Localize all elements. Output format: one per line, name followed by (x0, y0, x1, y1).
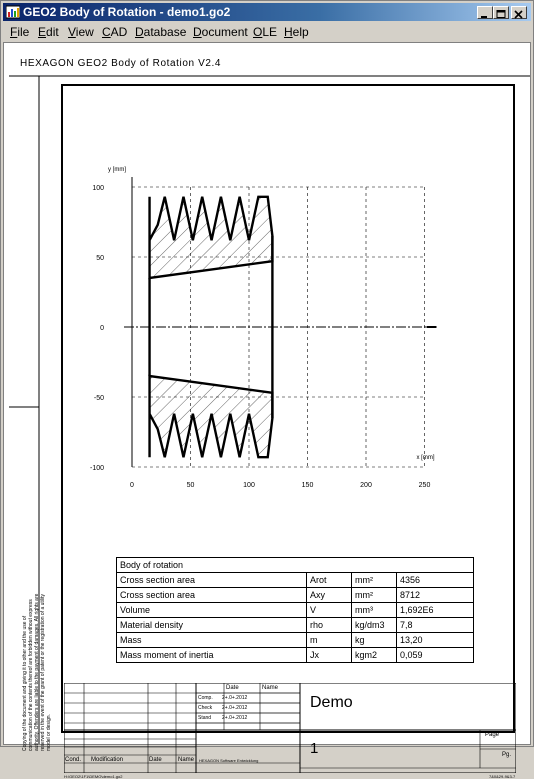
x-axis-label: x [mm] (416, 455, 435, 461)
property-value: 1,692E6 (397, 603, 474, 618)
title-bar[interactable] (3, 3, 531, 21)
property-name: Mass moment of inertia (117, 648, 307, 663)
property-value: 0,059 (397, 648, 474, 663)
property-value: 8712 (397, 588, 474, 603)
x-tick-label: 0 (130, 482, 134, 489)
modification-label: Modification (91, 757, 124, 763)
window-title: GEO2 Body of Rotation - demo1.go2 (23, 5, 231, 19)
menu-edit[interactable]: Edit (38, 25, 59, 39)
pg-label: Pg. (502, 752, 512, 758)
property-unit: mm² (352, 573, 397, 588)
property-name: Material density (117, 618, 307, 633)
app-icon (6, 5, 20, 19)
property-value: 13,20 (397, 633, 474, 648)
property-name: Cross section area (117, 588, 307, 603)
document-page (3, 42, 531, 779)
y-tick-label: -100 (89, 465, 104, 472)
x-tick-label: 50 (186, 482, 195, 489)
tb-row-label: Comp. (198, 695, 213, 701)
properties-title-row (117, 558, 474, 573)
property-unit: mm³ (352, 603, 397, 618)
property-name: Cross section area (117, 573, 307, 588)
title-block (64, 683, 516, 773)
file-path: H:\GEO2\1F1\DEMO\demo1.go2 (64, 774, 123, 779)
y-tick-label: 50 (96, 255, 104, 262)
property-row (117, 648, 474, 663)
property-row (117, 588, 474, 603)
document-title: Demo (310, 694, 353, 711)
y-tick-label: 100 (92, 185, 104, 192)
property-row (117, 573, 474, 588)
property-row (117, 618, 474, 633)
property-name: Volume (117, 603, 307, 618)
property-name: Mass (117, 633, 307, 648)
close-icon (512, 9, 526, 20)
date-label: Date (149, 757, 162, 763)
drawing-code: 7&0&29-9&3-7 (489, 774, 516, 779)
y-axis-label: y [mm] (108, 167, 126, 173)
properties-table (116, 557, 474, 663)
x-tick-label: 200 (360, 482, 372, 489)
property-symbol: Arot (307, 573, 352, 588)
document-header: HEXAGON GEO2 Body of Rotation V2.4 (20, 58, 222, 69)
property-unit: kg/dm3 (352, 618, 397, 633)
profile-half-lower (150, 376, 273, 457)
y-tick-label: 0 (100, 325, 104, 332)
page-label: Page (485, 732, 500, 738)
menu-file[interactable]: File (10, 25, 30, 39)
x-tick-label: 150 (301, 482, 314, 489)
menu-bar (3, 23, 531, 41)
close-button[interactable] (511, 6, 527, 19)
name-label: Name (178, 757, 195, 763)
tb-name-header: Name (262, 685, 279, 691)
minimize-button[interactable] (477, 6, 493, 19)
property-value: 4356 (397, 573, 474, 588)
property-row (117, 603, 474, 618)
property-symbol: Axy (307, 588, 352, 603)
menu-cad[interactable]: CAD (102, 25, 128, 39)
property-row (117, 633, 474, 648)
property-symbol: V (307, 603, 352, 618)
x-tick-label: 250 (418, 482, 431, 489)
tb-row-label: Check (198, 705, 213, 711)
company-name: HEXAGON Software Entwicklung (199, 758, 259, 763)
profile-half-upper (150, 197, 273, 278)
tb-row-date: 2+.0+.2012 (222, 715, 248, 721)
menu-database[interactable]: Database (135, 25, 187, 39)
document-number: 1 (310, 740, 319, 757)
minimize-icon (478, 9, 492, 20)
maximize-button[interactable] (493, 6, 509, 19)
property-unit: mm² (352, 588, 397, 603)
tb-row-date: 2+.0+.2012 (222, 695, 248, 701)
cond-label: Cond. (65, 757, 82, 763)
property-symbol: Jx (307, 648, 352, 663)
property-unit: kg (352, 633, 397, 648)
tb-row-date: 2+.0+.2012 (222, 705, 248, 711)
property-value: 7,8 (397, 618, 474, 633)
tb-row-label: Stand (198, 715, 212, 721)
tb-date-header: Date (226, 685, 239, 691)
menu-document[interactable]: Document (193, 25, 248, 39)
body-of-rotation-chart[interactable] (62, 85, 514, 505)
y-tick-label: -50 (93, 395, 104, 402)
property-symbol: rho (307, 618, 352, 633)
menu-help[interactable]: Help (284, 25, 309, 39)
menu-view[interactable]: View (68, 25, 94, 39)
property-unit: kgm2 (352, 648, 397, 663)
copyright-notice: Copying of the document and giving it to other and the use of communication of the contents thereof are forbidden without express authority. Offenders are liable to the payment of damages. All rights are reserved in the event of the grant of patent or the registration of a utility model or design. (22, 593, 52, 751)
properties-title: Body of rotation (117, 558, 474, 573)
property-symbol: m (307, 633, 352, 648)
menu-ole[interactable]: OLE (253, 25, 278, 39)
maximize-icon (494, 9, 508, 20)
x-tick-label: 100 (243, 482, 255, 489)
